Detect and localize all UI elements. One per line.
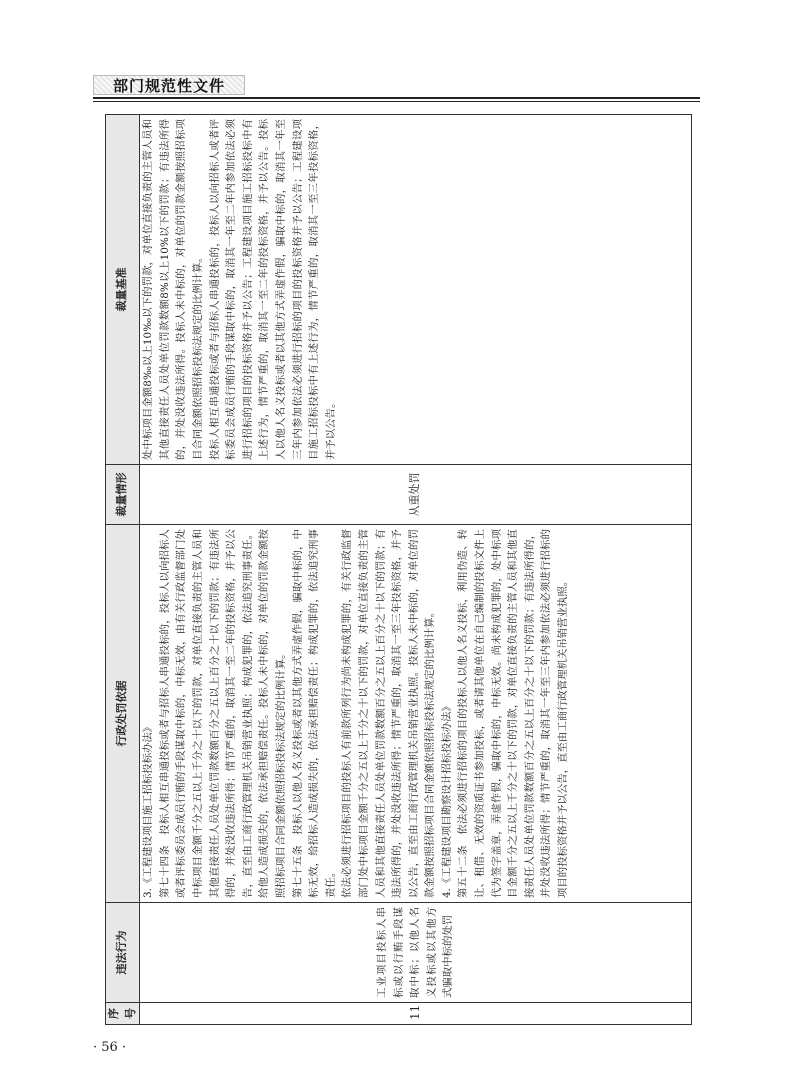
section-banner [93,75,245,95]
row-legal-basis [140,525,692,903]
standard-paragraph: 处中标项目金额8‰以上10‰以下的罚款，对单位直接负责的主管人员和其他直接责任人员处单位罚款数额8%以上10%以下的罚款；有违法所得的，并处没收违法所得。投标人未中标的，对单位的罚款金额按照招标项目合同金额依照招标投标法规定的比例计算。 [142,119,204,460]
table-row [140,115,692,1025]
basis-paragraph: 依法必须进行招标项目的投标人有前款所列行为尚未构成犯罪的，有关行政监督部门处中标项目金额千分之五以上千分之十以下的罚款，对单位直接负责的主管人员和其他直接责任人员处单位罚款数额百分之五以上百分之十以下的罚款；有违法所得的，并处没收违法所得；情节严重的，取消其一至三年投标资格，并予以公告，直至由工商行政管理机关吊销营业执照。投标人未中标的，对单位的罚款金额按照招标项目合同金额依照招标投标法规定的比例计算。 [341,529,437,898]
header-standard: 裁量基准 [106,115,140,465]
penalty-table [105,114,692,1025]
page-number: · 56 · [93,1040,127,1055]
header-severity: 裁量情形 [106,465,140,525]
header-rule-thick [93,97,700,99]
header-violation: 违法行为 [106,903,140,1003]
header-legal-basis: 行政处罚依据 [106,525,140,903]
basis-paragraph: 第五十二条 依法必须进行招标的项目的投标人以他人名义投标，利用伪造、转让、租借、无效的资质证书参加投标，或者请其他单位在自己编制的投标文件上代为签字盖章，弄虚作假，骗取中标的，中标无效。尚未构成犯罪的，处中标项目金额千分之五以上千分之十以下的罚款，对单位直接负责的主管人员和其他直接责任人员处单位罚款数额百分之五以上百分之十以下的罚款；有违法所得的，并处没收违法所得；情节严重的，取消其一年至三年内参加依法必须进行招标的项目的投标资格并予以公告，直至由工商行政管理机关吊销营业执照。 [457,529,570,898]
basis-paragraph: 第七十五条 投标人以他人名义投标或者以其他方式弄虚作假，骗取中标的，中标无效，给招标人造成损失的，依法承担赔偿责任；构成犯罪的，依法追究刑事责任。 [291,529,337,898]
row-seq: 11 [140,1003,692,1025]
row-violation: 工业项目投标人串标或以行贿手段谋取中标；以他人名义投标或以其他方式骗取中标的处罚 [140,903,692,1003]
rotated-table-frame [105,115,692,1025]
header-seq: 序号 [106,1003,140,1025]
section-banner-title: 部门规范性文件 [112,76,225,95]
basis-paragraph: 4.《工程建设项目勘察设计招标投标办法》 [440,701,453,898]
header-rule-thin [93,101,700,102]
row-standard [140,115,692,465]
standard-paragraph: 投标人相互串通投标或者与招标人串通投标的，投标人以向招标人或者评标委员会成员行贿的手段谋取中标的，取消其一年至二年内参加依法必须进行招标的项目的投标资格并予以公告；工程建设项目施工招标投标中有上述行为，情节严重的，取消其一至二年的投标资格，并予以公告。投标人以他人名义投标或者以其他方式弄虚作假，骗取中标的，取消其一年至三年内参加依法必须进行招标的项目的投标资格并予以公告；工程建设项目施工招标投标中有上述行为，情节严重的，取消其一至三年投标资格，并予以公告。 [208,119,337,460]
row-severity: 从重处罚 [140,465,692,525]
penalty-table-container [105,115,692,1025]
basis-paragraph: 3.《工程建设项目施工招标投标办法》 [142,721,155,898]
table-header-row [106,115,140,1025]
basis-paragraph: 第七十四条 投标人相互串通投标或者与招标人串通投标的，投标人以向招标人或者评标委员会成员行贿的手段谋取中标的，中标无效，由有关行政监督部门处中标项目金额千分之五以上千分之十以下的罚款，对单位直接负责的主管人员和其他直接责任人员处单位罚款数额百分之五以上百分之十以下的罚款；有违法所得的，并处没收违法所得；情节严重的，取消其一至二年的投标资格，并予以公告，直至由工商行政管理机关吊销营业执照；构成犯罪的，依法追究刑事责任。给他人造成损失的，依法承担赔偿责任。投标人未中标的，对单位的罚款金额按照招标项目合同金额依照招标投标法规定的比例计算。 [158,529,287,898]
